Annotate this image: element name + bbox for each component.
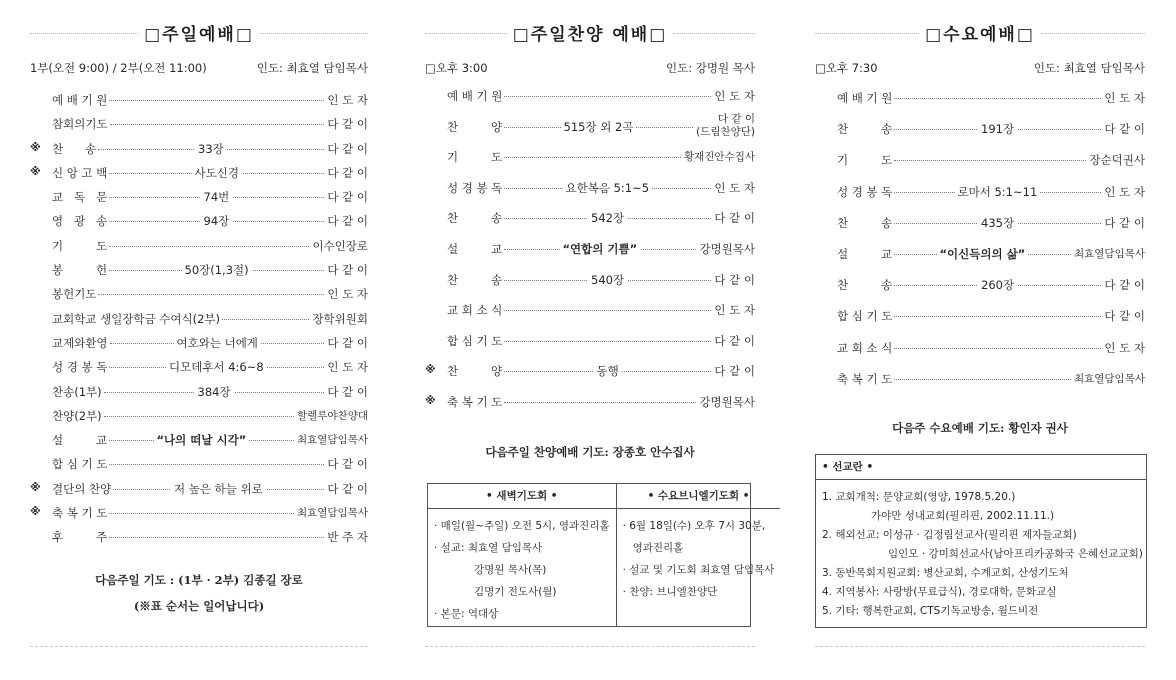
service-item (30, 331, 368, 355)
item-person: 다 같 이 (327, 457, 368, 472)
order-of-service (30, 88, 368, 550)
item-person: 강명원목사 (699, 241, 755, 256)
mission-title: • 선교란 • (816, 455, 1146, 480)
item-label: 축 복 기 도 (52, 506, 108, 521)
item-label: 교 회 소 식 (837, 340, 893, 355)
service-item (30, 380, 368, 404)
sunday-praise-column (425, 0, 775, 680)
dot-leader (894, 348, 1101, 349)
sunday-worship-subhead (30, 60, 368, 76)
service-item (30, 355, 368, 379)
item-label: 찬 송 (837, 122, 893, 137)
dot-leader (104, 416, 294, 417)
peniel-prayer-panel (616, 484, 781, 626)
item-detail: 94장 (201, 213, 233, 229)
item-detail: 191장 (978, 121, 1017, 137)
item-label: 후 주 (52, 530, 108, 545)
service-item (815, 336, 1145, 367)
dot-leader (504, 341, 711, 342)
item-person: 강명원목사 (699, 394, 755, 409)
item-person: 최효열담임목사 (296, 507, 368, 520)
item-person: 최효열담임목사 (1073, 247, 1145, 260)
item-person: 최효열담임목사 (1073, 372, 1145, 385)
order-of-service (815, 86, 1145, 398)
service-item (425, 329, 755, 360)
service-item (30, 137, 368, 161)
item-label: 축 복 기 도 (837, 371, 893, 386)
service-item (30, 209, 368, 233)
item-label: 봉 헌 (52, 263, 108, 278)
item-label: 예 배 기 원 (447, 89, 503, 103)
bottom-divider (30, 646, 368, 647)
dot-leader (109, 537, 324, 538)
list-item: · 6월 18일(수) 오후 7시 30분, (622, 520, 766, 532)
item-label: 축 복 기 도 (447, 394, 503, 409)
service-time: □오후 3:00 (425, 61, 488, 75)
dot-leader (109, 513, 294, 514)
item-person: 인 도 자 (327, 360, 368, 375)
service-item (815, 148, 1145, 179)
service-item (425, 268, 755, 299)
service-leader: 인도: 최효열 담임목사 (1033, 61, 1145, 75)
item-label: 기 도 (52, 238, 108, 253)
item-detail: 384장 (195, 384, 234, 400)
item-person: 다 같 이 (327, 214, 368, 229)
next-week-prayer: 다음주일 찬양예배 기도: 장종호 안수집사 (485, 445, 695, 459)
wednesday-worship-title: □수요예배□ (925, 24, 1035, 45)
item-person: 인 도 자 (327, 287, 368, 302)
service-item (815, 273, 1145, 304)
list-item: · 설교: 최효열 담임목사 (434, 542, 543, 554)
service-item (30, 501, 368, 525)
item-detail: 로마서 5:1~11 (955, 184, 1041, 200)
item-person: 다 같 이 (1104, 309, 1145, 324)
dot-leader (894, 160, 1086, 161)
wednesday-worship-subhead (815, 60, 1145, 76)
item-label: 합 심 기 도 (447, 333, 503, 348)
item-label: 교 회 소 식 (447, 303, 503, 318)
item-person: 인 도 자 (714, 89, 755, 103)
item-label: 교회학교 생일장학금 수여식(2부) (52, 311, 221, 326)
dot-leader (109, 464, 324, 465)
item-label: 합 심 기 도 (52, 457, 108, 472)
service-item (30, 404, 368, 428)
list-item: 김명기 전도사(월) (474, 586, 557, 598)
standing-mark: ※ (30, 140, 41, 154)
item-label: 합 심 기 도 (837, 309, 893, 324)
dot-leader (109, 100, 324, 101)
list-item: 4. 지역봉사: 사랑방(무료급식), 경로대학, 문화교실 (822, 586, 1057, 598)
next-week-prayer: 다음주일 기도 : (1부 · 2부) 김종길 장로 (95, 573, 303, 587)
service-item (30, 525, 368, 549)
item-detail: 540장 (588, 272, 627, 288)
item-detail: 542장 (588, 210, 627, 226)
item-detail: 33장 (195, 141, 227, 157)
peniel-prayer-title: • 수요브니엘기도회 • (617, 484, 781, 509)
item-person: 다 같 이 (327, 335, 368, 350)
item-label: 찬양(2부) (52, 408, 102, 423)
item-person: 이수인장로 (312, 238, 368, 253)
service-item (815, 117, 1145, 148)
dot-leader (222, 319, 309, 320)
item-person: 인 도 자 (714, 303, 755, 318)
item-label: 성 경 봉 독 (837, 184, 893, 199)
item-person: 다 같 이 (714, 211, 755, 226)
title-dots-right (1041, 33, 1145, 34)
bottom-divider (425, 646, 755, 647)
sunday-praise-title: □주일찬양 예배□ (512, 24, 668, 45)
service-item (30, 185, 368, 209)
item-person: 다 같 이 (327, 481, 368, 496)
service-leader: 인도: 강명원 목사 (666, 61, 755, 75)
item-person: 인 도 자 (1104, 91, 1145, 105)
standing-mark: ※ (30, 164, 41, 178)
item-person: 인 도 자 (714, 180, 755, 195)
service-item (815, 180, 1145, 211)
dot-leader (98, 294, 324, 295)
dot-leader (894, 379, 1071, 380)
title-dots-left (425, 33, 507, 34)
item-person: 다 같 이 (1104, 278, 1145, 293)
service-item (30, 88, 368, 112)
service-item (425, 359, 755, 390)
service-item (30, 452, 368, 476)
item-person: 황재진안수집사 (683, 151, 755, 164)
dot-leader (894, 98, 1101, 99)
service-item (425, 84, 755, 115)
dot-leader (894, 316, 1101, 317)
item-label: 찬 송 (52, 141, 97, 156)
item-label: 찬 송 (447, 272, 503, 287)
sunday-worship-title: □주일예배□ (144, 24, 254, 45)
sunday-praise-subhead (425, 60, 755, 76)
standing-mark: ※ (30, 505, 41, 519)
item-detail: “연합의 기쁨” (560, 241, 641, 257)
title-dots-right (673, 33, 755, 34)
item-person: 할렐루야찬양대 (296, 409, 368, 422)
item-label: 예 배 기 원 (837, 91, 893, 105)
service-item (815, 304, 1145, 335)
item-label: 교 독 문 (52, 190, 108, 205)
service-item (815, 242, 1145, 273)
item-label: 기 도 (837, 153, 893, 168)
item-person: 장순덕권사 (1089, 153, 1145, 168)
sunday-praise-header (425, 20, 755, 44)
item-label: 찬 송 (447, 211, 503, 226)
item-label: 예 배 기 원 (52, 93, 108, 107)
service-item (815, 211, 1145, 242)
list-item: 3. 동반목회지원교회: 병산교회, 수계교회, 산성기도처 (822, 567, 1069, 579)
item-label: 참회의기도 (52, 117, 108, 132)
prayer-meetings-box (427, 483, 775, 627)
item-person: 장학위원회 (312, 311, 368, 326)
item-label: 찬 양 (447, 119, 503, 134)
title-dots-right (260, 33, 368, 34)
order-of-service (425, 84, 755, 421)
wednesday-worship-header (815, 20, 1145, 44)
item-label: 기 도 (447, 150, 503, 165)
service-time: 1부(오전 9:00) / 2부(오전 11:00) (30, 61, 207, 75)
list-item: 5. 기타: 행복한교회, CTS기독교방송, 월드비전 (822, 605, 1039, 617)
item-detail: 50장(1,3절) (182, 262, 252, 278)
item-detail: “이신득의의 삶” (937, 246, 1029, 262)
list-item: · 설교 및 기도회 최효열 담임목사 (622, 564, 775, 576)
item-person: 다 같 이 (327, 190, 368, 205)
item-label: 찬 송 (837, 278, 893, 293)
item-label: 영 광 송 (52, 214, 108, 229)
dot-leader (504, 402, 696, 403)
service-item (30, 112, 368, 136)
item-detail: 435장 (978, 215, 1017, 231)
item-person: 다 같 이 (714, 333, 755, 348)
title-dots-left (815, 33, 919, 34)
item-detail: 74번 (201, 189, 233, 205)
list-item: 영과진리홀 (632, 542, 684, 554)
service-item (425, 112, 755, 146)
bottom-divider (815, 646, 1145, 647)
item-detail: 저 높은 하늘 위로 (171, 481, 266, 497)
standing-mark: ※ (425, 363, 436, 377)
item-label: 찬송(1부) (52, 384, 102, 399)
dot-leader (504, 310, 711, 311)
list-item: 가야만 성내교회(필리핀, 2002.11.11.) (871, 510, 1055, 522)
item-detail: 515장 외 2곡 (561, 119, 637, 135)
item-label: 성 경 봉 독 (447, 180, 503, 195)
service-item (30, 307, 368, 331)
list-item: · 본문: 역대상 (434, 608, 499, 620)
service-item (425, 390, 755, 421)
service-leader: 인도: 최효열 담임목사 (256, 61, 368, 75)
item-detail: 디모데후서 4:6~8 (166, 359, 267, 375)
title-dots-left (30, 33, 138, 34)
item-person: 다 같 이 (714, 272, 755, 287)
sunday-worship-column (30, 0, 368, 680)
item-detail: 요한복음 5:1~5 (563, 180, 653, 196)
item-label: 설 교 (837, 246, 893, 261)
item-person: 다 같 이 (드림찬양단) (696, 112, 755, 138)
item-person: 다 같 이 (327, 263, 368, 278)
service-time: □오후 7:30 (815, 61, 878, 75)
item-person: 다 같 이 (327, 117, 368, 132)
item-person: 다 같 이 (327, 384, 368, 399)
item-label: 결단의 찬양 (52, 481, 112, 496)
service-item (425, 176, 755, 207)
item-label: 설 교 (447, 241, 503, 256)
service-item (425, 206, 755, 237)
service-item (815, 367, 1145, 398)
service-item (30, 161, 368, 185)
item-person: 인 도 자 (327, 93, 368, 107)
list-item: 강명원 목사(목) (474, 564, 547, 576)
mission-box (815, 454, 1147, 628)
sunday-worship-header (30, 20, 368, 44)
item-person: 다 같 이 (327, 165, 368, 180)
item-person: 인 도 자 (1104, 340, 1145, 355)
list-item: 2. 해외선교: 이성규 · 김정림선교사(필리핀 제자들교회) (822, 529, 1077, 541)
item-person: 인 도 자 (1104, 184, 1145, 199)
dot-leader (110, 124, 324, 125)
standing-mark: ※ (30, 480, 41, 494)
item-detail: 여호와는 너에게 (174, 335, 261, 351)
item-label: 찬 송 (837, 215, 893, 230)
item-person: 다 같 이 (1104, 122, 1145, 137)
service-item (425, 145, 755, 176)
item-label: 성 경 봉 독 (52, 360, 108, 375)
item-label: 신 앙 고 백 (52, 165, 108, 180)
list-item: 임인모 · 강미희선교사(남아프리카공화국 은혜선교교회) (888, 548, 1143, 560)
dot-leader (504, 157, 681, 158)
list-item: · 찬양: 브니엘찬양단 (622, 586, 718, 598)
next-week-prayer: 다음주 수요예배 기도: 황인자 권사 (892, 421, 1068, 435)
standing-mark: ※ (425, 393, 436, 407)
item-detail: 260장 (978, 277, 1017, 293)
dawn-prayer-title: • 새벽기도회 • (428, 484, 616, 509)
item-label: 봉헌기도 (52, 287, 97, 302)
dawn-prayer-panel (428, 484, 616, 626)
list-item: · 매일(월~주일) 오전 5시, 영과진리홀 (434, 520, 610, 532)
item-label: 설 교 (52, 433, 108, 448)
list-item: 1. 교회개척: 문양교회(영양, 1978.5.20.) (822, 491, 1016, 503)
service-item (30, 428, 368, 452)
service-item (30, 477, 368, 501)
dot-leader (109, 246, 309, 247)
item-person: 다 같 이 (1104, 215, 1145, 230)
service-item (30, 282, 368, 306)
standing-note: (※표 순서는 일어납니다) (133, 599, 265, 613)
item-person: 다 같 이 (327, 141, 368, 156)
item-detail: 사도신경 (192, 165, 242, 181)
service-item (425, 298, 755, 329)
item-person: 반 주 자 (327, 530, 368, 545)
service-item (30, 258, 368, 282)
item-detail: “나의 떠날 시각” (154, 432, 250, 448)
service-item (30, 234, 368, 258)
item-label: 찬 양 (447, 364, 503, 379)
item-label: 교제와환영 (52, 335, 108, 350)
service-item (815, 86, 1145, 117)
item-person: 최효열담임목사 (296, 434, 368, 447)
item-person: 다 같 이 (714, 364, 755, 379)
dot-leader (504, 96, 711, 97)
service-item (425, 237, 755, 268)
wednesday-worship-column (815, 0, 1145, 680)
item-detail: 동행 (594, 363, 622, 379)
